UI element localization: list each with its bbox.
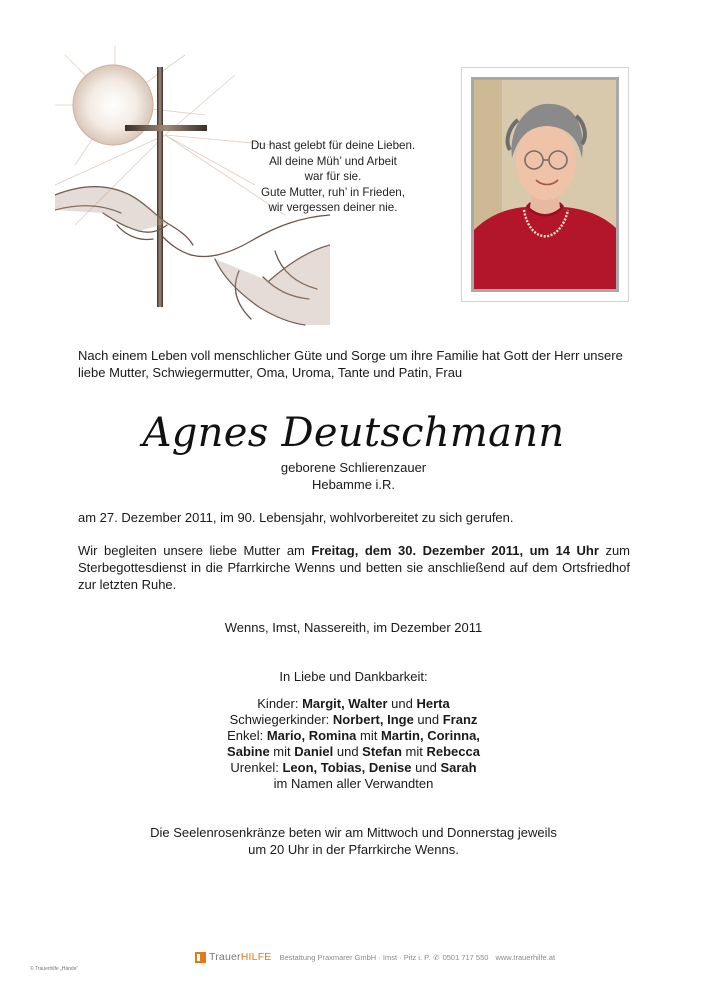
trauerhilfe-logo-icon <box>195 952 206 963</box>
poem-line: All deine Müh’ und Arbeit <box>269 154 397 168</box>
connector: und <box>413 712 443 727</box>
funeral-text: zum Sterbegottesdienst in die Pfarrkirche Wenns und betten sie anschließend auf dem Ortsfriedhof zur letzten Ruhe. <box>78 543 630 592</box>
maiden-name: geborene Schlierenzauer <box>280 460 427 475</box>
relative-names: Rebecca <box>426 744 480 759</box>
connector: und <box>411 760 441 775</box>
funeral-text: Wir begleiten unsere liebe Mutter am <box>78 543 312 558</box>
connector: und <box>333 744 363 759</box>
rosary-line: um 20 Uhr in der Pfarrkirche Wenns. <box>248 842 459 857</box>
relatives-grandchildren-cont <box>0 744 707 760</box>
relative-names: Franz <box>442 712 478 727</box>
relative-names: Norbert, Inge <box>332 712 414 727</box>
portrait-photo <box>471 77 619 292</box>
death-note: am 27. Dezember 2011, im 90. Lebensjahr, wohlvorbereitet zu sich gerufen. <box>78 510 514 525</box>
connector: mit <box>356 728 381 743</box>
relative-names: Sarah <box>440 760 477 775</box>
relation-label: Enkel: <box>227 728 267 743</box>
poem <box>228 138 438 216</box>
place-date: Wenns, Imst, Nassereith, im Dezember 2011 <box>224 620 483 635</box>
logo-part: Trauer <box>209 951 241 963</box>
footer-logo <box>209 951 272 963</box>
poem-line: Du hast gelebt für deine Lieben. <box>250 139 416 152</box>
relative-names: Martin, Corinna, <box>380 728 480 743</box>
phone-icon: ✆ <box>433 952 440 962</box>
funeral-date: Freitag, dem 30. Dezember 2011, um 14 Uhr <box>311 543 599 558</box>
relative-names: Leon, Tobias, Denise <box>282 760 412 775</box>
footer <box>195 950 555 964</box>
relative-names: Sabine <box>227 744 270 759</box>
relative-names: Stefan <box>362 744 402 759</box>
relative-names: Margit, Walter <box>302 696 388 711</box>
poem-line: Gute Mutter, ruh’ in Frieden, <box>261 185 405 199</box>
footer-company: Bestattung Praxmarer GmbH · Imst · Pitz i. P. <box>279 952 431 962</box>
relation-label: Urenkel: <box>230 760 283 775</box>
funeral-info <box>78 542 630 593</box>
poem-line: wir vergessen deiner nie. <box>268 201 398 215</box>
connector: mit <box>401 744 427 759</box>
rosary-info <box>0 824 707 858</box>
footer-web[interactable]: www.trauerhilfe.at <box>495 952 556 962</box>
profession: Hebamme i.R. <box>311 477 396 492</box>
portrait-frame <box>461 67 629 302</box>
logo-part: HILFE <box>240 951 272 963</box>
relatives-all: im Namen aller Verwandten <box>273 776 434 791</box>
rosary-line: Die Seelenrosenkränze beten wir am Mittwoch und Donnerstag jeweils <box>150 825 557 840</box>
relation-label: Kinder: <box>257 696 303 711</box>
relative-names: Daniel <box>294 744 334 759</box>
thanks-line: In Liebe und Dankbarkeit: <box>279 669 428 684</box>
relatives-great-grandchildren <box>0 760 707 776</box>
relative-names: Herta <box>416 696 450 711</box>
relation-label: Schwiegerkinder: <box>229 712 333 727</box>
deceased-name: Agnes Deutschmann <box>142 410 565 456</box>
relatives-grandchildren <box>0 728 707 744</box>
footer-phone: 0501 717 550 <box>442 952 489 962</box>
connector: mit <box>269 744 295 759</box>
connector: und <box>387 696 417 711</box>
copyright-note: © Trauerhilfe „Hände“ <box>30 966 79 972</box>
relatives-in-laws <box>0 712 707 728</box>
poem-line: war für sie. <box>304 170 362 184</box>
relative-names: Mario, Romina <box>266 728 357 743</box>
intro-text: Nach einem Leben voll menschlicher Güte und Sorge um ihre Familie hat Gott der Herr unsere liebe Mutter, Schwiegermutter, Oma, Uroma, Tante und Patin, Frau <box>78 348 623 380</box>
relatives-children <box>0 696 707 712</box>
